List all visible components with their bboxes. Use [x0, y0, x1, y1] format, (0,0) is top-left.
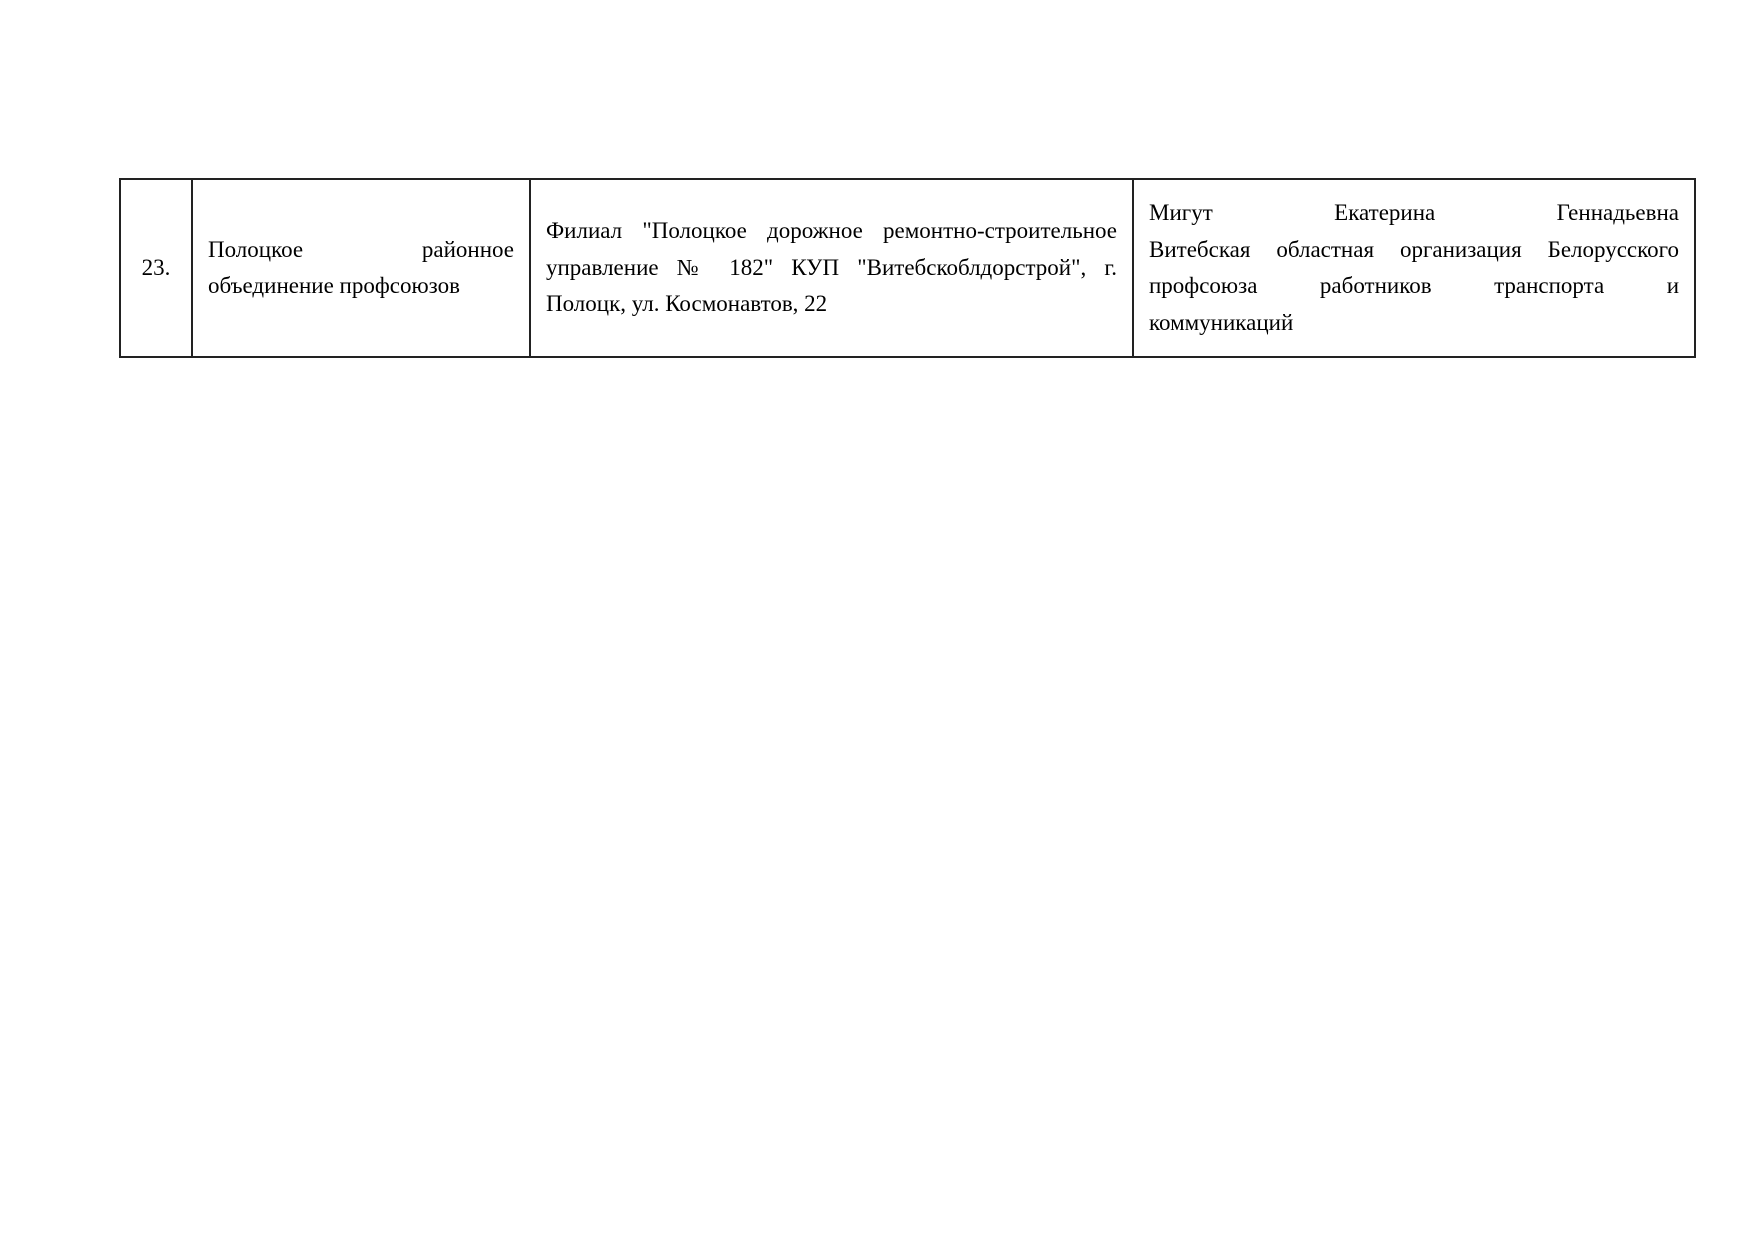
organization-line-2: объединение профсоюзов — [208, 273, 460, 298]
person-affiliation-line-3: коммуникаций — [1149, 309, 1294, 335]
data-table — [119, 178, 1696, 358]
organization-line-1: Полоцкое районное — [208, 236, 514, 262]
organization-cell — [192, 179, 530, 357]
branch-cell: Филиал "Полоцкое дорожное ремонтно-строительное управление № 182" КУП "Витебскоблдорстрой", г. Полоцк, ул. Космонавтов, 22 — [530, 179, 1133, 357]
table-row — [120, 179, 1695, 357]
person-name: Мигут Екатерина Геннадьевна — [1149, 200, 1679, 225]
person-affiliation-line-2: профсоюза работников транспорта и — [1149, 273, 1679, 298]
person-cell — [1133, 179, 1695, 357]
row-number-cell: 23. — [120, 179, 192, 357]
person-affiliation-line-1: Витебская областная организация Белорусского — [1149, 236, 1679, 262]
